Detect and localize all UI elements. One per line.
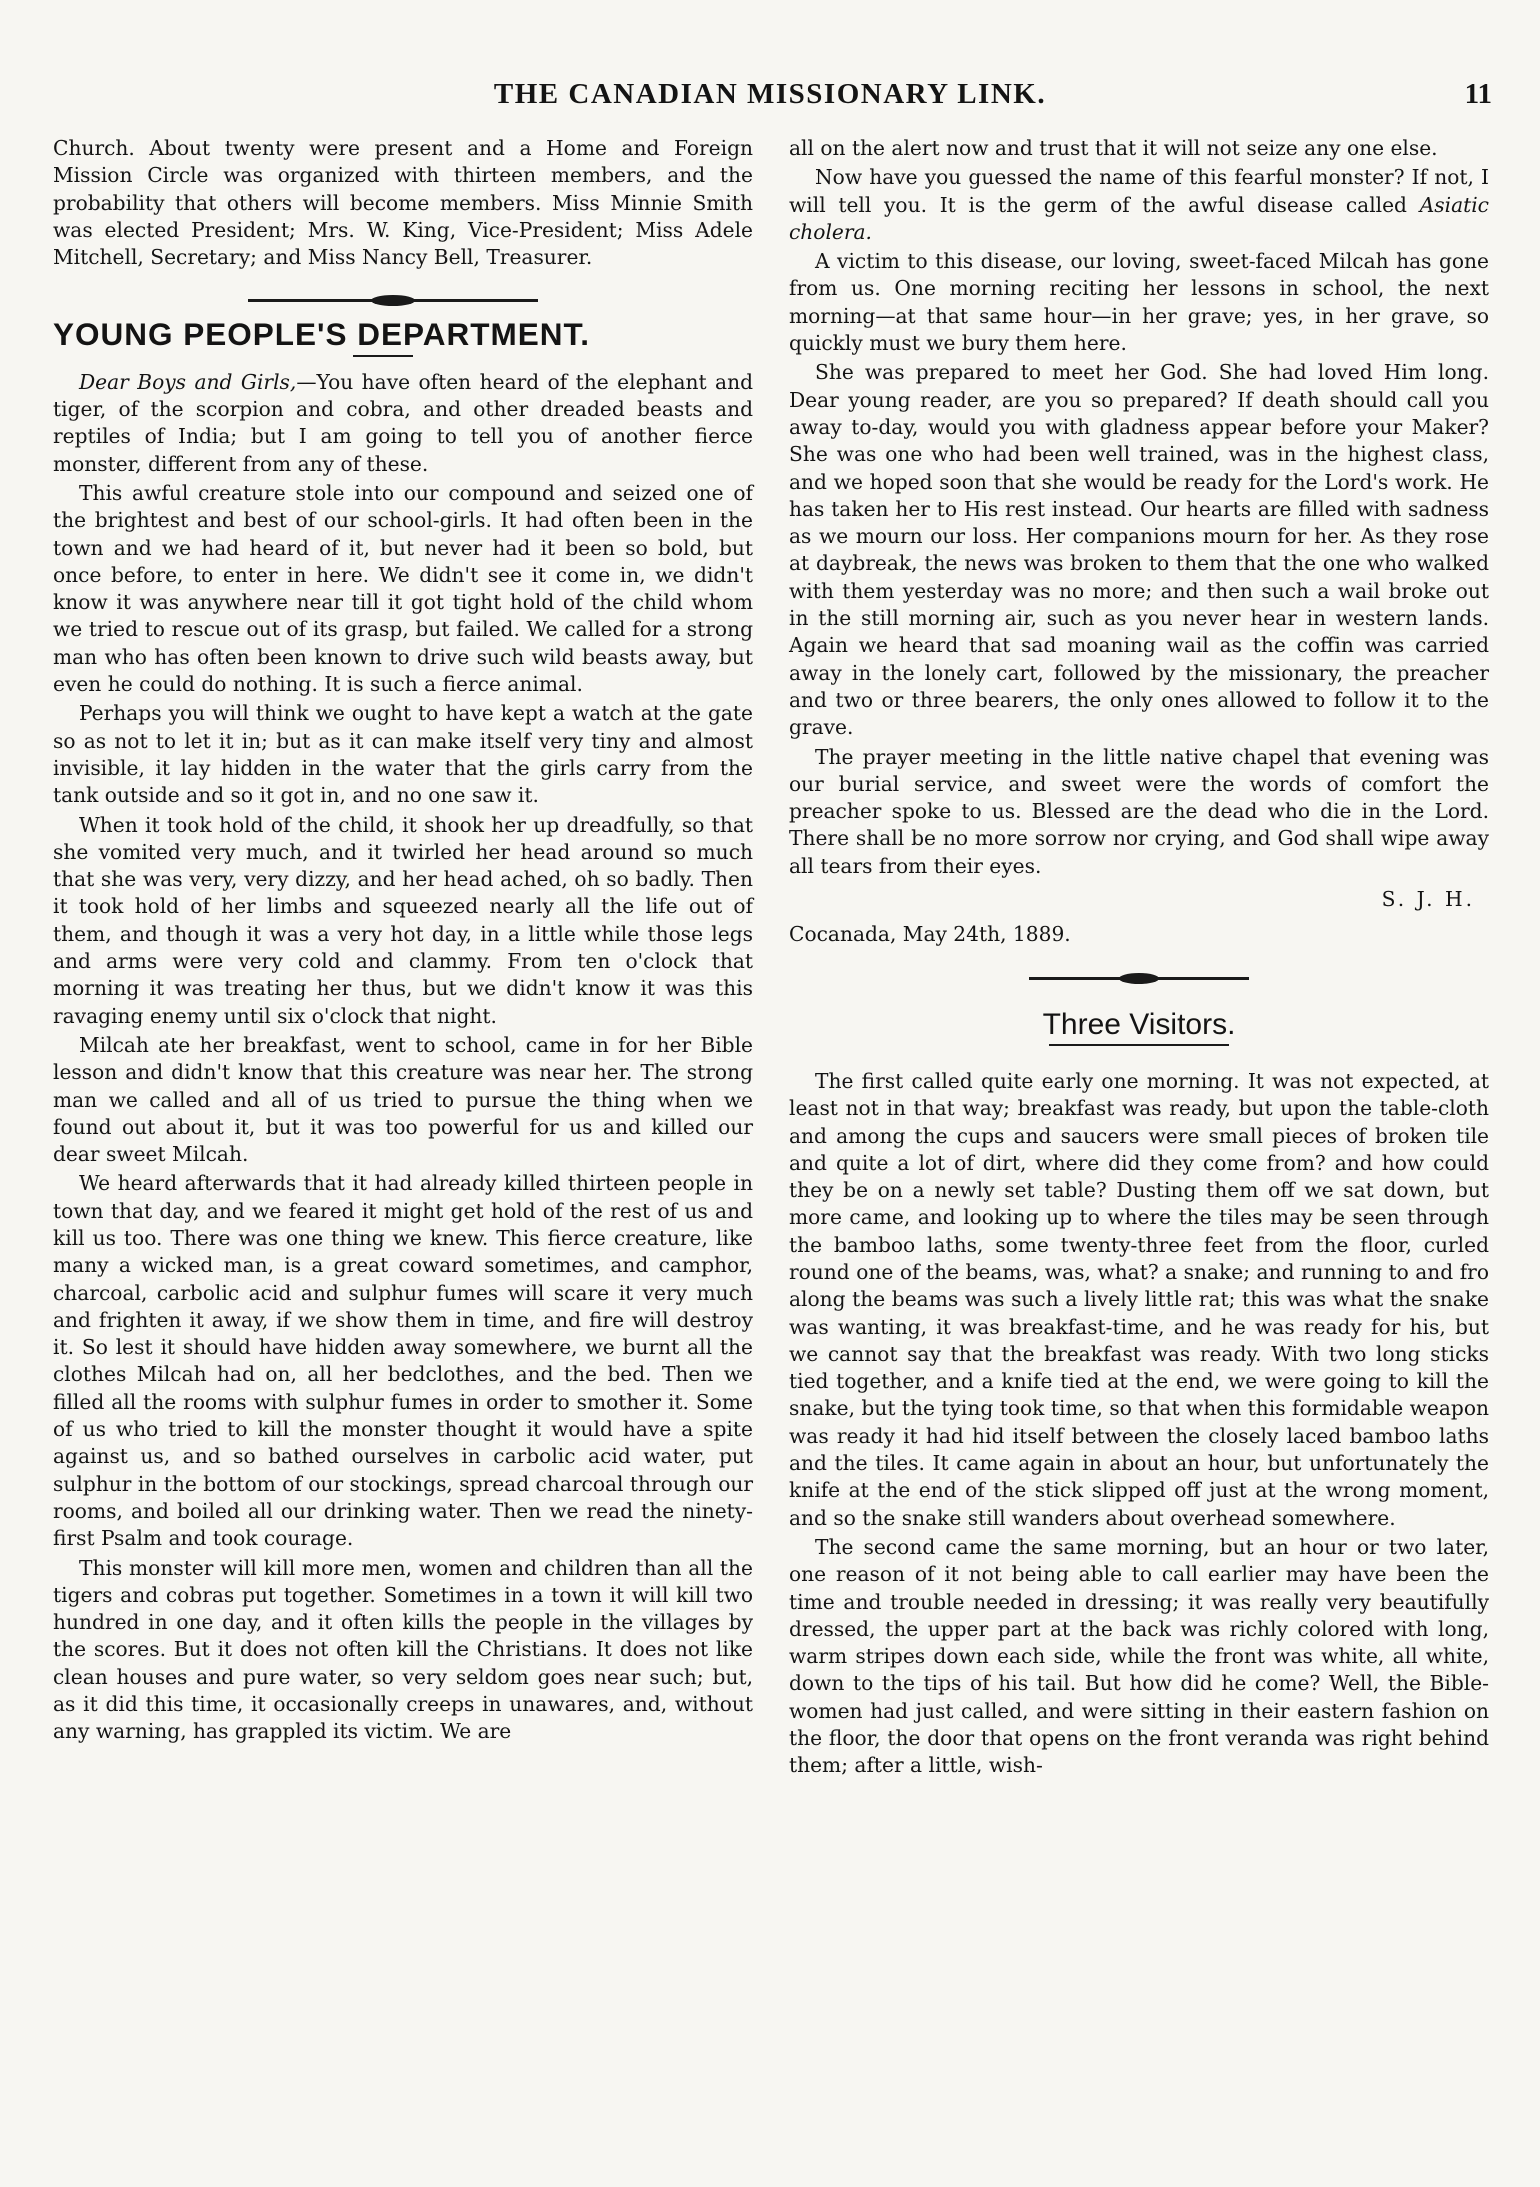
article-title: Three Visitors. <box>1042 1007 1236 1041</box>
left-column <box>53 135 753 1748</box>
running-head <box>0 78 1540 118</box>
body-paragraph: A victim to this disease, our loving, sweet-faced Milcah has gone from us. One morning reciting her lessons in school, the next morning—at that same hour—in her grave; yes, in her grave, so quickly must we bury them here. <box>789 249 1489 356</box>
article-title-underline <box>1049 1044 1229 1046</box>
disease-name: Asiatic cholera. <box>789 192 1489 244</box>
body-paragraph: She was prepared to meet her God. She had loved Him long. Dear young reader, are you so prepared? If death should call you away to-day, would you with gladness appear before your Maker? She was one who had been well trained, was in the highest class, and we hoped soon that she would be ready for the Lord's work. He has taken her to His rest instead. Our hearts are filled with sadness as we mourn our loss. Her companions mourn for her. As they rose at daybreak, the news was broken to them that the one who walked with them yesterday was no more; and then such a wail broke out in the still morning air, such as you never hear in western lands. Again we heard that sad moaning wail as the coffin was carried away in the lonely cart, followed by the missionary, the preacher and two or three bearers, the only ones allowed to follow it to the grave. <box>789 360 1489 740</box>
circle-report-paragraph: Church. About twenty were present and a Home and Foreign Mission Circle was organized with thirteen members, and the probability that others will become members. Miss Minnie Smith was elected President; Mrs. W. King, Vice-President; Miss Adele Mitchell, Secretary; and Miss Nancy Bell, Treasurer. <box>53 136 753 270</box>
section-underline <box>353 355 413 357</box>
letter-opening-paragraph <box>53 369 753 478</box>
continued-paragraph: all on the alert now and trust that it will not seize any one else. <box>789 136 1438 160</box>
body-paragraph: This awful creature stole into our compound and seized one of the brightest and best of our school-girls. It had often been in the town and we had heard of it, but never had it been so bold, but once before, to enter in here. We didn't see it come in, we didn't know it was anywhere near till it got tight hold of the child whom we tried to rescue out of its grasp, but failed. We called for a strong man who has often been known to drive such wild beasts away, but even he could do nothing. It is such a fierce animal. <box>53 480 753 697</box>
question-text: Now have you guessed the name of this fearful monster? If not, I will tell you. It is the germ of the awful disease called <box>789 165 1489 217</box>
section-divider <box>53 289 753 311</box>
body-paragraph: We heard afterwards that it had already killed thirteen people in town that day, and we feared it might get hold of the rest of us and kill us too. There was one thing we knew. This fierce creature, like many a wicked man, is a great coward sometimes, and camphor, charcoal, carbolic acid and sulphur fumes will scare it very much and frighten it away, if we show them in time, and fire will destroy it. So lest it should have hidden away somewhere, we burnt all the clothes Milcah had on, all her bedclothes, and the bed. Then we filled all the rooms with sulphur fumes in order to smother it. Some of us who tried to kill the monster thought it would have a spite against us, and so bathed ourselves in carbolic acid water, put sulphur in the bottom of our stockings, spread charcoal through our rooms, and boiled all our drinking water. Then we read the ninety-first Psalm and took courage. <box>53 1171 753 1551</box>
dateline: Cocanada, May 24th, 1889. <box>789 922 1071 947</box>
signature: S. J. H. <box>1381 887 1475 912</box>
body-paragraph: Milcah ate her breakfast, went to school, came in for her Bible lesson and didn't know that this creature was near her. The strong man we called and all of us tried to pursue the thing when we found out about it, but it was too powerful for us and killed our dear sweet Milcah. <box>53 1032 753 1167</box>
body-paragraph: The first called quite early one morning. It was not expected, at least not in that way; breakfast was ready, but upon the table-cloth and among the cups and saucers were small pieces of broken tile and quite a lot of dirt, where did they come from? and how could they be on a newly set table? Dusting them off we sat down, but more came, and looking up to where the tiles may be seen through the bamboo laths, some twenty-three feet from the floor, curled round one of the beams, was, what? a snake; and running to and fro along the beams was such a lively little rat; this was what the snake was wanting, it was breakfast-time, and he was ready for his, but we cannot say that the breakfast was ready. With two long sticks tied together, and a knife tied at the end, we were going to kill the snake, but the tying took time, so that when this formidable weapon was ready it had hid itself between the closely laced bamboo laths and the tiles. It came again in about an hour, but unfortunately the knife at the end of the stick slipped off just at the wrong moment, and so the snake still wanders about overhead somewhere. <box>789 1068 1489 1530</box>
page-number: 11 <box>1464 78 1492 110</box>
body-paragraph: The second came the same morning, but an hour or two later, one reason of it not being able to call earlier may have been the time and trouble needed in dressing; it was really very beautifully dressed, the upper part at the back was richly colored with long, warm stripes down each side, while the front was white, all white, down to the tips of his tail. But how did he come? Well, the Bible-women had just called, and were sitting in their eastern fashion on the floor, the door that opens on the front veranda was right behind them; after a little, wish- <box>789 1534 1489 1778</box>
body-paragraph: This monster will kill more men, women and children than all the tigers and cobras put together. Sometimes in a town it will kill two hundred in one day, and it often kills the people in the villages by the scores. But it does not often kill the Christians. It does not like clean houses and pure water, so very seldom goes near such; but, as it did this time, it occasionally creeps in unawares, and, without any warning, has grappled its victim. We are <box>53 1555 753 1744</box>
body-paragraph: Perhaps you will think we ought to have kept a watch at the gate so as not to let it in; but as it can make itself very tiny and almost invisible, it lay hidden in the water that the girls carry from the tank outside and so it got in, and no one saw it. <box>53 701 753 808</box>
body-paragraph: When it took hold of the child, it shook her up dreadfully, so that she vomited very much, and it twirled her head around so much that she was very, very dizzy, and her head ached, oh so badly. Then it took hold of her limbs and squeezed nearly all the life out of them, and though it was a very hot day, in a little while those legs and arms were very cold and clammy. From ten o'clock that morning it was treating her thus, but we didn't know it was this ravaging enemy until six o'clock that night. <box>53 812 753 1028</box>
section-heading: YOUNG PEOPLE'S DEPARTMENT. <box>53 316 590 353</box>
article-divider <box>789 967 1489 989</box>
body-paragraph <box>789 164 1489 246</box>
body-paragraph: The prayer meeting in the little native chapel that evening was our burial service, and sweet were the words of comfort the preacher spoke to us. Blessed are the dead who die in the Lord. There shall be no more sorrow nor crying, and God shall wipe away all tears from their eyes. <box>789 744 1489 878</box>
opening-text: —You have often heard of the elephant and tiger, of the scorpion and cobra, and other dreaded beasts and reptiles of India; but I am going to tell you of another fierce monster, different from any of these. <box>53 369 753 476</box>
journal-title: THE CANADIAN MISSIONARY LINK. <box>493 78 1047 110</box>
divider-ornament <box>371 295 415 306</box>
salutation: Dear Boys and Girls, <box>79 369 297 394</box>
divider-ornament <box>1119 973 1159 984</box>
right-column <box>789 135 1489 1782</box>
